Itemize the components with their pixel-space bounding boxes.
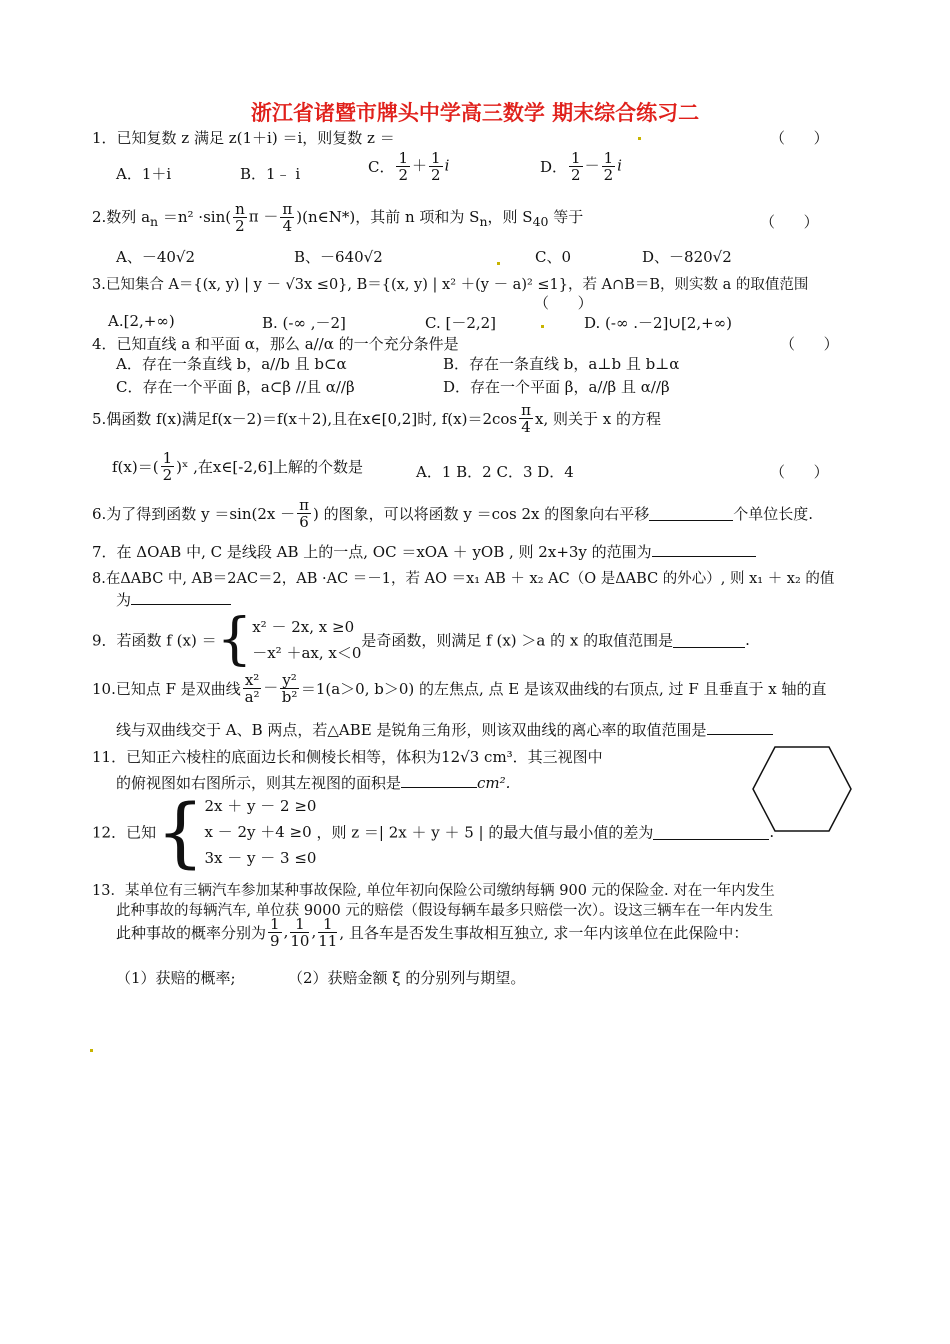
page-title: 浙江省诸暨市牌头中学高三数学 期末综合练习二 [250, 100, 700, 125]
q11-line2: 的俯视图如右图所示，则其左视图的面积是 cm². [116, 774, 511, 792]
q2-option-b: B、－640√2 [294, 248, 383, 266]
q7-text: 7．在 ΔOAB 中, C 是线段 AB 上的一点, OC ＝xOA ＋ yOB , 则 2x+3y 的范围为 [92, 541, 756, 562]
q5-paren: （ ） [770, 463, 829, 481]
q1-stem: 1．已知复数 z 满足 z(1＋i) ＝i，则复数 z ＝ [92, 129, 395, 147]
q5-options: A．1 B．2 C．3 D．4 [416, 463, 574, 481]
q2-option-a: A、－40√2 [116, 248, 196, 266]
q3-option-d: D. (-∞ .－2]∪[2,+∞) [584, 314, 733, 332]
q9-text: 9．若函数 f (x) ＝{ x² － 2x, x ≥0 －x² ＋ax, x＜0 是奇函数，则满足 f (x) ＞a 的 x 的取值范围是 . [92, 607, 750, 672]
q3-option-a: A.[2,+∞) [108, 312, 175, 330]
q11-answer-blank[interactable] [401, 773, 477, 788]
q10-answer-blank[interactable] [707, 720, 773, 735]
q4-paren: （ ） [780, 335, 839, 353]
q8-line2: 为 [116, 589, 231, 610]
q6-answer-blank[interactable] [649, 506, 733, 521]
q12-text: 12．已知{ 2x ＋ y － 2 ≥0 x － 2y ＋4 ≥0 3x － y － 3 ≤0 ，则 z ＝| 2x ＋ y ＋ 5 | 的最大值与最小值的差为 . [92, 787, 775, 876]
q2-option-c: C、0 [535, 248, 572, 266]
q12-constraint-3: 3x － y － 3 ≤0 [204, 849, 317, 867]
q10-line2: 线与双曲线交于 A、B 两点，若△ABE 是锐角三角形，则该双曲线的离心率的取值范围是 [116, 719, 773, 740]
q12-constraint-2: x － 2y ＋4 ≥0 [204, 823, 312, 841]
q8-text: 8.在ΔABC 中, AB＝2AC＝2，AB ·AC ＝－1，若 AO ＝x₁ AB ＋ x₂ AC（O 是ΔABC 的外心）, 则 x₁ ＋ x₂ 的值 [92, 571, 835, 587]
q3-paren: （ ） [534, 294, 593, 312]
q3-stem: 3.已知集合 A＝{(x, y) | y － √3x ≤0}, B＝{(x, y) | x² ＋(y － a)² ≤1}，若 A∩B＝B，则实数 a 的取值范围 [92, 277, 809, 293]
q2-option-d: D、－820√2 [642, 248, 732, 266]
q13-line1: 13．某单位有三辆汽车参加某种事故保险, 单位年初向保险公司缴纳每辆 900 元的保险金. 对在一年内发生 [92, 883, 775, 899]
q3-option-b: B. (-∞ ,－2] [262, 314, 346, 332]
q7-answer-blank[interactable] [652, 542, 756, 557]
q11-line1: 11．已知正六棱柱的底面边长和侧棱长相等，体积为12√3 cm³．其三视图中 [92, 748, 603, 766]
q5-line2: f(x)＝( $\frac{1}{2}$ )ˣ ,在x∈[-2,6]上解的个数是 [112, 449, 364, 484]
speck-mark [497, 262, 500, 265]
q13-sub1: （1）获赔的概率; [116, 969, 236, 987]
q4-option-d: D．存在一个平面 β，a//β 且 α//β [443, 378, 670, 396]
q8-answer-blank[interactable] [131, 590, 231, 605]
q4-option-c: C．存在一个平面 β，a⊂β //且 α//β [116, 378, 355, 396]
q1-option-b: B．1﹣ i [240, 165, 301, 183]
q13-line2: 此种事故的每辆汽车, 单位获 9000 元的赔偿（假设每辆车最多只赔偿一次）。设这三辆车在一年内发生 [116, 903, 774, 919]
q4-option-b: B．存在一条直线 b，a⊥b 且 b⊥α [443, 355, 680, 373]
q9-case1: x² － 2x, x ≥0 [252, 618, 355, 636]
q10-line1: 10.已知点 F 是双曲线 $\frac{\text{x²}}{\text{a²}}$ － $\frac{\text{y²}}{\text{b²}}$ ＝1(a＞0, b＞0) 的左焦点, 点 E 是该双曲线的右顶点, 过 F 且垂直于 x 轴的直 [92, 671, 827, 706]
q12-constraint-1: 2x ＋ y － 2 ≥0 [204, 797, 317, 815]
q3-option-c: C. [－2,2] [425, 314, 497, 332]
q4-option-a: A．存在一条直线 b，a//b 且 b⊂α [116, 355, 347, 373]
q1-option-c: C． $\frac{1}{2}$ ＋ $\frac{1}{2}$ i [368, 149, 450, 184]
speck-mark [638, 137, 641, 140]
q1-paren: （ ） [770, 129, 829, 147]
q13-sub2: （2）获赔金额 ξ 的分别列与期望。 [288, 969, 526, 987]
q13-line3: 此种事故的概率分别为 $\frac{1}{9}$ , $\frac{1}{10}$ , $\frac{1}{11}$ , 且各车是否发生事故相互独立, 求一年内该单位在此保险中： [116, 915, 749, 950]
q5-stem: 5.偶函数 f(x)满足f(x－2)＝f(x＋2),且在x∈[0,2]时, f(x)＝2cos $\frac{\pi}{4}$ x, 则关于 x 的方程 [92, 401, 661, 436]
q2-paren: （ ） [760, 213, 819, 231]
speck-mark [90, 1049, 93, 1052]
q2-stem: 2.数列 $a_n =n^2 \cdot\sin$( $\frac{n}{2}$ π － $\frac{\pi}{4}$ )(n∈N*)，其前 n 项和为 $S_n$，则 $S_{40}$ 等于 [92, 200, 584, 235]
q9-case2: －x² ＋ax, x＜0 [252, 644, 362, 662]
q12-answer-blank[interactable] [653, 825, 769, 840]
q1-option-a: A．1＋i [116, 165, 172, 183]
q1-option-d: D． $\frac{1}{2}$ － $\frac{1}{2}$ i [540, 149, 622, 184]
q6-text: 6.为了得到函数 y ＝sin(2x － $\frac{\pi}{6}$ ) 的图象，可以将函数 y ＝cos 2x 的图象向右平移 个单位长度. [92, 496, 814, 531]
q9-answer-blank[interactable] [673, 633, 745, 648]
speck-mark [541, 325, 544, 328]
q4-stem: 4．已知直线 a 和平面 α，那么 a//α 的一个充分条件是 [92, 335, 459, 353]
